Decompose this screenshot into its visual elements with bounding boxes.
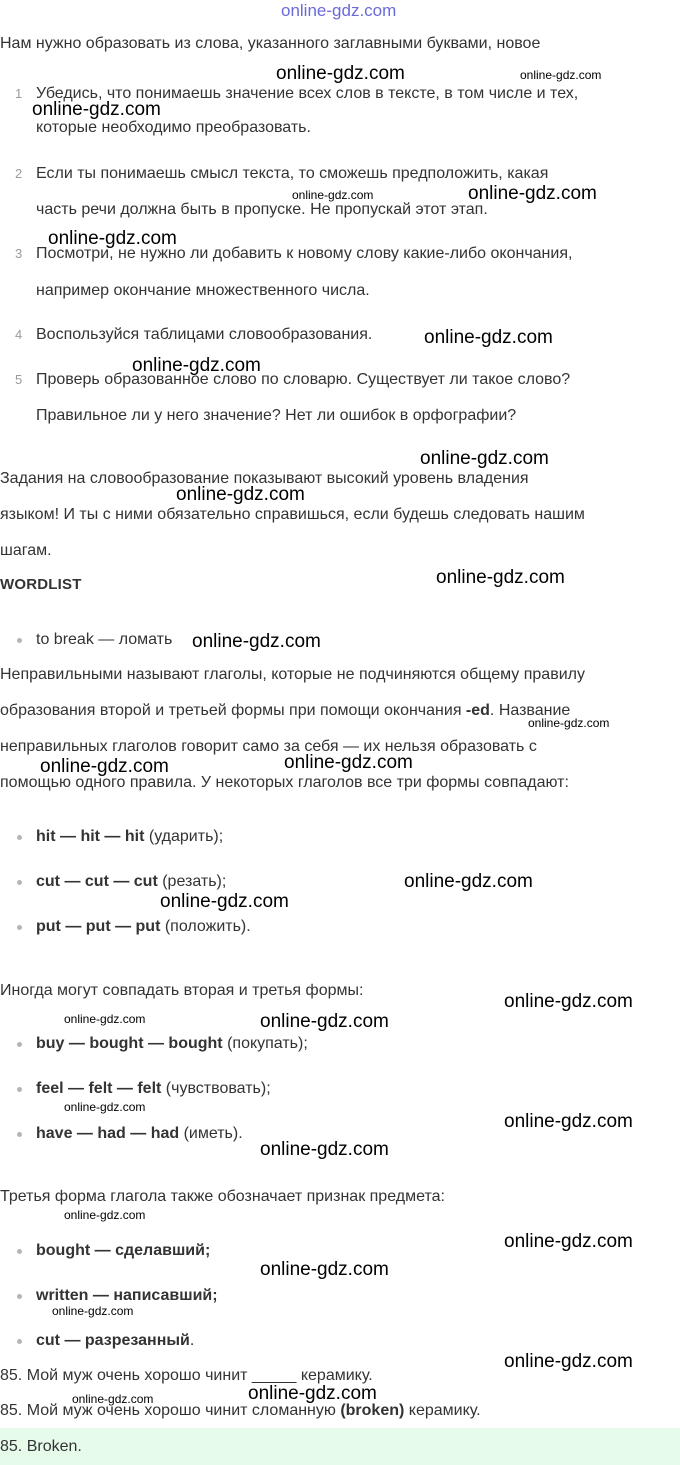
watermark: online-gdz.com xyxy=(64,1012,146,1026)
watermark: online-gdz.com xyxy=(281,1,397,20)
bullet-dot-icon xyxy=(17,1087,22,1092)
solution-part: 85. Мой муж очень хорошо чинит сломанную xyxy=(0,1402,341,1419)
verb-forms: hit — hit — hit xyxy=(36,828,145,845)
wordlist-item xyxy=(0,625,680,655)
watermark: online-gdz.com xyxy=(504,1231,633,1252)
verb-item xyxy=(0,822,680,852)
watermark: online-gdz.com xyxy=(292,188,374,202)
watermark: online-gdz.com xyxy=(260,1011,389,1032)
summary-line: Задания на словообразование показывают высокий уровень владения xyxy=(0,470,529,487)
participle-text: written — написавший; xyxy=(36,1287,218,1304)
task-text: 85. Мой муж очень хорошо чинит _____ керамику. xyxy=(0,1367,373,1384)
summary-line: языком! И ты с ними обязательно справишься, если будешь следовать нашим xyxy=(0,506,585,523)
watermark: online-gdz.com xyxy=(284,752,413,773)
verb-gloss: (ударить); xyxy=(144,828,224,845)
step-text-line: Убедись, что понимаешь значение всех слов в тексте, в том числе и тех, xyxy=(36,85,579,102)
participle-text: cut — разрезанный xyxy=(36,1332,190,1349)
bullet-dot-icon xyxy=(17,925,22,930)
watermark: online-gdz.com xyxy=(248,1383,377,1404)
verb-gloss: (положить). xyxy=(160,918,251,935)
watermark: online-gdz.com xyxy=(64,1100,146,1114)
sometimes-paragraph: Иногда могут совпадать вторая и третья формы: xyxy=(0,982,364,999)
step-text-line: Воспользуйся таблицами словообразования. xyxy=(36,326,373,343)
watermark: online-gdz.com xyxy=(52,1304,134,1318)
verb-forms: feel — felt — felt xyxy=(36,1080,162,1097)
irregular-line: Неправильными называют глаголы, которые не подчиняются общему правилу xyxy=(0,666,585,683)
step-text-line: которые необходимо преобразовать. xyxy=(36,119,311,136)
solution-key-word: (broken) xyxy=(340,1402,405,1419)
summary-line: шагам. xyxy=(0,542,52,559)
verb-forms: cut — cut — cut xyxy=(36,873,158,890)
suffix-ed: -ed xyxy=(465,702,490,719)
verb-item xyxy=(0,1029,680,1059)
step-number: 4 xyxy=(15,327,23,342)
watermark: online-gdz.com xyxy=(260,1259,389,1280)
verb-forms: put — put — put xyxy=(36,918,161,935)
irregular-line: неправильных глаголов говорит само за себя — их нельзя образовать с xyxy=(0,738,537,755)
watermark: online-gdz.com xyxy=(64,1208,146,1222)
watermark: online-gdz.com xyxy=(424,327,553,348)
watermark: online-gdz.com xyxy=(468,183,597,204)
watermark: online-gdz.com xyxy=(260,1139,389,1160)
answer-box xyxy=(0,1428,680,1465)
bullet-dot-icon xyxy=(17,1249,22,1254)
step-text-line: например окончание множественного числа. xyxy=(36,282,370,299)
verb-gloss: (иметь). xyxy=(179,1125,243,1142)
verb-gloss: (покупать); xyxy=(222,1035,308,1052)
verb-gloss: (резать); xyxy=(157,873,227,890)
watermark: online-gdz.com xyxy=(504,1351,633,1372)
watermark: online-gdz.com xyxy=(72,1392,154,1406)
step-text-line: часть речи должна быть в пропуске. Не пропускай этот этап. xyxy=(36,201,488,218)
watermark: online-gdz.com xyxy=(40,756,169,777)
watermark: online-gdz.com xyxy=(520,68,602,82)
wordlist-heading: WORDLIST xyxy=(0,576,82,593)
step-number: 5 xyxy=(15,372,23,387)
verb-item xyxy=(0,867,680,897)
verb-forms: have — had — had xyxy=(36,1125,180,1142)
verb-gloss: (чувствовать); xyxy=(161,1080,271,1097)
participle-gloss: . xyxy=(189,1332,195,1349)
watermark: online-gdz.com xyxy=(504,991,633,1012)
bullet-dot-icon xyxy=(17,835,22,840)
watermark: online-gdz.com xyxy=(528,716,610,730)
wordlist-item-text: to break — ломать xyxy=(36,631,173,648)
irregular-line: помощью одного правила. У некоторых глаголов все три формы совпадают: xyxy=(0,774,569,791)
watermark: online-gdz.com xyxy=(192,631,321,652)
step-number: 3 xyxy=(15,246,23,261)
watermark: online-gdz.com xyxy=(276,63,405,84)
watermark: online-gdz.com xyxy=(48,228,177,249)
watermark: online-gdz.com xyxy=(404,871,533,892)
irregular-text: . Название xyxy=(489,702,571,719)
step-text-line: Правильное ли у него значение? Нет ли ошибок в орфографии? xyxy=(36,407,517,424)
verb-item xyxy=(0,912,680,942)
bullet-dot-icon xyxy=(17,1042,22,1047)
solution-part: керамику. xyxy=(404,1402,481,1419)
watermark: online-gdz.com xyxy=(132,355,261,376)
watermark: online-gdz.com xyxy=(436,567,565,588)
watermark: online-gdz.com xyxy=(32,99,161,120)
answer-text: 85. Broken. xyxy=(0,1438,82,1455)
irregular-text: образования второй и третьей формы при помощи окончания xyxy=(0,702,466,719)
verb-forms: buy — bought — bought xyxy=(36,1035,223,1052)
step-number: 2 xyxy=(15,166,23,181)
bullet-dot-icon xyxy=(17,1339,22,1344)
step-text-line: Если ты понимаешь смысл текста, то сможешь предположить, какая xyxy=(36,165,549,182)
watermark: online-gdz.com xyxy=(420,448,549,469)
bullet-dot-icon xyxy=(17,1132,22,1137)
bullet-dot-icon xyxy=(17,1294,22,1299)
bullet-dot-icon xyxy=(17,638,22,643)
step-text-line: Посмотри, не нужно ли добавить к новому слову какие-либо окончания, xyxy=(36,245,573,262)
watermark: online-gdz.com xyxy=(176,484,305,505)
watermark: online-gdz.com xyxy=(160,891,289,912)
watermark: online-gdz.com xyxy=(504,1111,633,1132)
bullet-dot-icon xyxy=(17,880,22,885)
step-text-line: Проверь образованное слово по словарю. Существует ли такое слово? xyxy=(36,371,571,388)
intro-paragraph: Нам нужно образовать из слова, указанного заглавными буквами, новое xyxy=(0,35,541,52)
step-number: 1 xyxy=(15,86,23,101)
third-form-paragraph: Третья форма глагола также обозначает признак предмета: xyxy=(0,1188,445,1205)
participle-text: bought — сделавший; xyxy=(36,1242,211,1259)
